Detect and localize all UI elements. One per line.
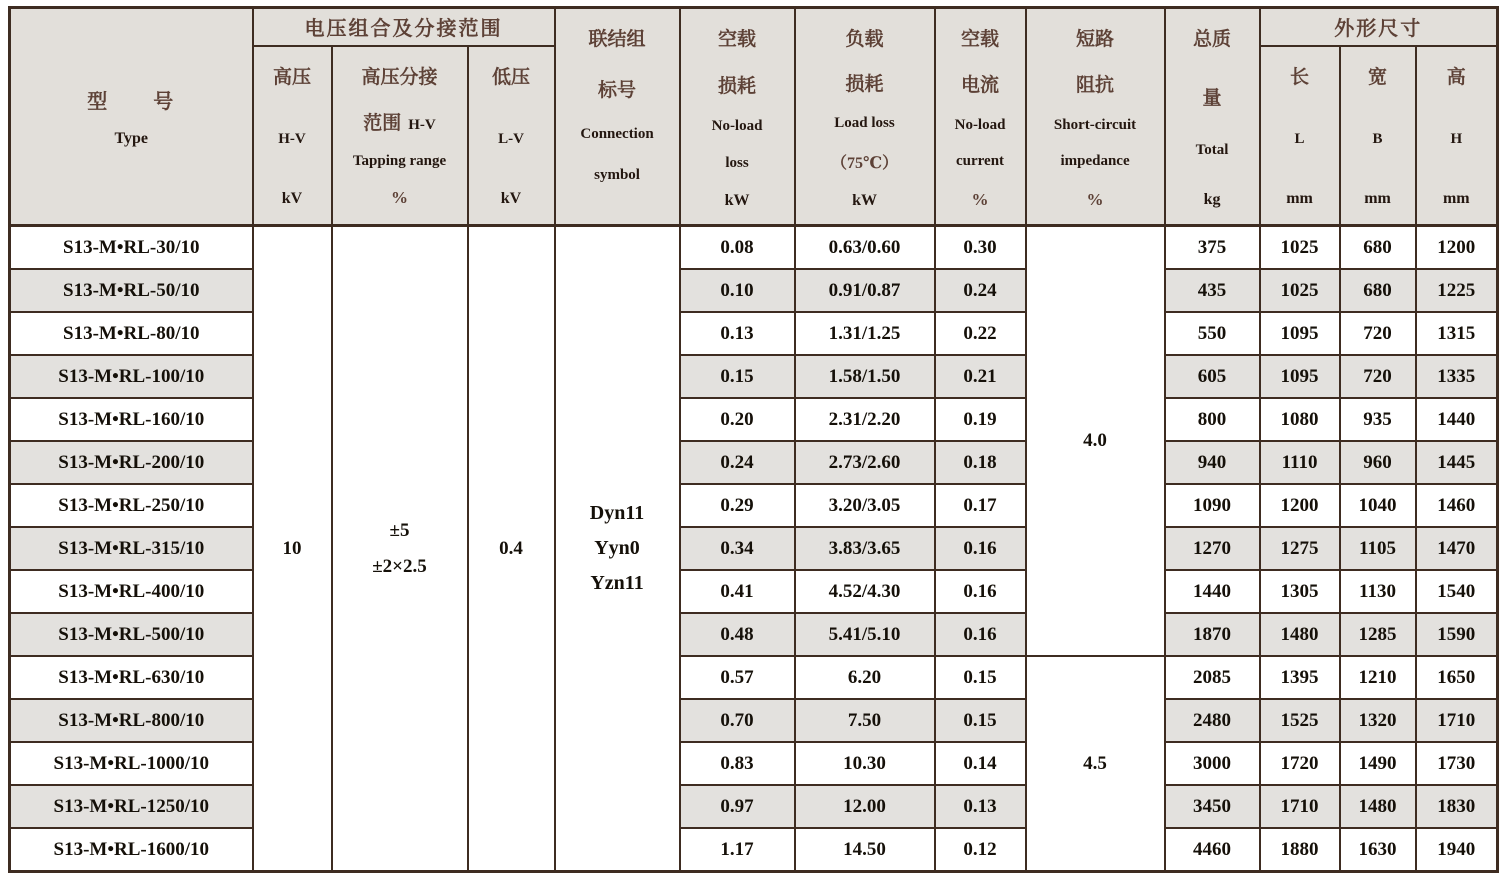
label-unit: kW [724,191,750,209]
voltage-group-label: 电压组合及分接范围 [304,18,503,41]
cell-load-loss: 0.91/0.87 [795,269,935,312]
cell-load-loss: 12.00 [795,785,935,828]
cell-width: 720 [1340,312,1416,355]
cell-no-load-loss: 0.20 [680,398,795,441]
cell-load-loss: 1.58/1.50 [795,355,935,398]
label-unit: kg [1203,191,1221,209]
cell-no-load-loss: 0.34 [680,527,795,570]
group-header-voltage [253,8,555,46]
label-unit: % [971,189,989,209]
tapping-value-2: ±2×2.5 [372,555,427,577]
cell-height: 1940 [1416,828,1498,872]
dimensions-group-label: 外形尺寸 [1334,18,1423,41]
connection-symbol-3: Yzn11 [590,572,644,594]
column-header-height [1416,46,1498,226]
label-zh: 空载 [718,28,757,50]
label-en: Connection [580,125,654,142]
cell-type: S13-M•RL-1250/10 [10,785,253,828]
cell-total: 1270 [1165,527,1260,570]
label-zh: 电流 [961,75,1000,96]
cell-impedance-merged-b: 4.5 [1026,656,1165,872]
column-header-load-loss [795,8,935,226]
cell-length: 1200 [1260,484,1340,527]
cell-load-loss: 3.20/3.05 [795,484,935,527]
cell-width: 1480 [1340,785,1416,828]
cell-length: 1080 [1260,398,1340,441]
cell-total: 3450 [1165,785,1260,828]
cell-no-load-loss: 0.15 [680,355,795,398]
cell-width: 1490 [1340,742,1416,785]
cell-no-load-current: 0.15 [935,656,1026,699]
cell-type: S13-M•RL-400/10 [10,570,253,613]
cell-no-load-current: 0.18 [935,441,1026,484]
cell-total: 435 [1165,269,1260,312]
table-row [10,441,1498,484]
cell-width: 1210 [1340,656,1416,699]
label-unit: mm [1442,190,1470,208]
cell-type: S13-M•RL-160/10 [10,398,253,441]
cell-no-load-current: 0.19 [935,398,1026,441]
cell-width: 960 [1340,441,1416,484]
cell-total: 605 [1165,355,1260,398]
cell-no-load-loss: 0.97 [680,785,795,828]
cell-width: 720 [1340,355,1416,398]
table-row [10,785,1498,828]
cell-load-loss: 2.73/2.60 [795,441,935,484]
cell-height: 1440 [1416,398,1498,441]
cell-length: 1275 [1260,527,1340,570]
cell-length: 1880 [1260,828,1340,872]
cell-type: S13-M•RL-200/10 [10,441,253,484]
cell-no-load-loss: 0.41 [680,570,795,613]
cell-no-load-loss: 0.70 [680,699,795,742]
cell-type: S13-M•RL-1000/10 [10,742,253,785]
cell-height: 1470 [1416,527,1498,570]
connection-symbol-1: Dyn11 [589,502,645,524]
connection-symbol-2: Yyn0 [594,537,640,559]
cell-no-load-current: 0.16 [935,527,1026,570]
cell-height: 1225 [1416,269,1498,312]
cell-no-load-loss: 0.08 [680,226,795,270]
column-header-hv [253,46,332,226]
cell-height: 1730 [1416,742,1498,785]
label-zh: 损耗 [718,75,757,97]
cell-hv-merged: 10 [253,226,332,872]
cell-impedance-merged-a: 4.0 [1026,226,1165,657]
cell-width: 680 [1340,226,1416,270]
column-header-tapping-range [332,46,468,226]
label-unit: kV [500,190,522,208]
cell-type: S13-M•RL-250/10 [10,484,253,527]
cell-no-load-current: 0.13 [935,785,1026,828]
table-row [10,226,1498,270]
cell-load-loss: 4.52/4.30 [795,570,935,613]
table-row [10,656,1498,699]
column-header-length [1260,46,1340,226]
label-zh: 高 [1446,67,1466,89]
cell-no-load-loss: 1.17 [680,828,795,872]
cell-length: 1095 [1260,312,1340,355]
cell-type: S13-M•RL-630/10 [10,656,253,699]
table-row [10,742,1498,785]
cell-length: 1525 [1260,699,1340,742]
cell-length: 1025 [1260,269,1340,312]
label-en: No-load [954,116,1006,133]
label-zh: 负载 [845,28,884,50]
label-en: H-V [278,131,306,148]
cell-total: 4460 [1165,828,1260,872]
cell-width: 1320 [1340,699,1416,742]
cell-type: S13-M•RL-800/10 [10,699,253,742]
cell-load-loss: 6.20 [795,656,935,699]
label-zh: 长 [1290,67,1310,89]
table-row [10,570,1498,613]
cell-no-load-loss: 0.83 [680,742,795,785]
label-en: impedance [1060,153,1130,169]
cell-length: 1395 [1260,656,1340,699]
cell-width: 1130 [1340,570,1416,613]
label-zh: 总质 [1193,28,1232,50]
cell-no-load-loss: 0.24 [680,441,795,484]
cell-length: 1095 [1260,355,1340,398]
cell-length: 1025 [1260,226,1340,270]
cell-total: 940 [1165,441,1260,484]
cell-load-loss: 2.31/2.20 [795,398,935,441]
label-temp: （75℃） [830,155,899,172]
type-label-en: Type [114,130,148,147]
label-en: Short-circuit [1053,116,1137,133]
cell-width: 935 [1340,398,1416,441]
column-header-width [1340,46,1416,226]
label-zh: 损耗 [845,74,884,95]
label-zh: 高压 [272,67,311,89]
label-zh: 空载 [961,28,1000,50]
table-row [10,269,1498,312]
table-row [10,484,1498,527]
cell-no-load-current: 0.12 [935,828,1026,872]
label-unit: % [391,188,408,208]
cell-height: 1540 [1416,570,1498,613]
column-header-no-load-loss [680,8,795,226]
cell-type: S13-M•RL-315/10 [10,527,253,570]
label-zh: 量 [1202,87,1222,109]
cell-load-loss: 3.83/3.65 [795,527,935,570]
cell-no-load-current: 0.24 [935,269,1026,312]
label-zh: 联结组 [588,28,646,50]
table-row [10,699,1498,742]
label-unit: kW [852,191,877,209]
cell-no-load-loss: 0.57 [680,656,795,699]
label-en: L-V [498,131,524,148]
cell-type: S13-M•RL-1600/10 [10,828,253,872]
cell-length: 1480 [1260,613,1340,656]
cell-total: 2480 [1165,699,1260,742]
label-unit: mm [1286,190,1313,208]
cell-no-load-loss: 0.13 [680,312,795,355]
label-unit: mm [1364,190,1391,208]
table-row [10,398,1498,441]
cell-lv-merged: 0.4 [468,226,555,872]
label-en: B [1372,131,1383,148]
cell-height: 1650 [1416,656,1498,699]
cell-width: 1105 [1340,527,1416,570]
label-unit: % [1086,189,1104,209]
header-group-row [10,8,1498,46]
label-en: H-V [408,116,436,133]
cell-type: S13-M•RL-30/10 [10,226,253,270]
cell-total: 550 [1165,312,1260,355]
cell-length: 1110 [1260,441,1340,484]
cell-type: S13-M•RL-100/10 [10,355,253,398]
label-zh: 短路 [1076,28,1115,50]
cell-height: 1200 [1416,226,1498,270]
label-en: H [1450,131,1463,148]
label-zh: 标号 [598,79,637,101]
column-header-total-mass [1165,8,1260,226]
cell-total: 1090 [1165,484,1260,527]
cell-total: 1440 [1165,570,1260,613]
cell-total: 2085 [1165,656,1260,699]
cell-no-load-current: 0.30 [935,226,1026,270]
cell-total: 1870 [1165,613,1260,656]
cell-no-load-current: 0.17 [935,484,1026,527]
column-header-type [10,8,253,226]
type-label-zh: 型 号 [87,91,176,113]
cell-height: 1710 [1416,699,1498,742]
cell-no-load-current: 0.16 [935,613,1026,656]
cell-width: 1630 [1340,828,1416,872]
cell-length: 1305 [1260,570,1340,613]
label-zh: 高压分接 [361,67,438,89]
label-zh: 阻抗 [1076,75,1115,96]
label-en: Tapping range [352,152,447,169]
column-header-no-load-current [935,8,1026,226]
cell-type: S13-M•RL-500/10 [10,613,253,656]
table-row [10,828,1498,872]
cell-height: 1590 [1416,613,1498,656]
column-header-connection [555,8,680,226]
column-header-impedance [1026,8,1165,226]
group-header-dimensions [1260,8,1498,46]
cell-load-loss: 10.30 [795,742,935,785]
label-en: Total [1195,142,1229,159]
label-zh: 低压 [492,67,531,89]
cell-width: 680 [1340,269,1416,312]
label-mixed [363,108,436,135]
label-en: current [956,153,1005,169]
cell-no-load-loss: 0.10 [680,269,795,312]
label-unit: kV [281,190,303,208]
cell-load-loss: 5.41/5.10 [795,613,935,656]
label-en: Load loss [834,114,895,131]
cell-no-load-current: 0.22 [935,312,1026,355]
cell-load-loss: 14.50 [795,828,935,872]
cell-height: 1460 [1416,484,1498,527]
cell-no-load-loss: 0.29 [680,484,795,527]
cell-total: 375 [1165,226,1260,270]
cell-height: 1830 [1416,785,1498,828]
cell-type: S13-M•RL-80/10 [10,312,253,355]
cell-height: 1445 [1416,441,1498,484]
cell-no-load-current: 0.15 [935,699,1026,742]
cell-type: S13-M•RL-50/10 [10,269,253,312]
cell-total: 3000 [1165,742,1260,785]
table-row [10,312,1498,355]
label-en: No-load [711,117,763,134]
cell-length: 1710 [1260,785,1340,828]
table-row [10,527,1498,570]
cell-height: 1335 [1416,355,1498,398]
cell-no-load-current: 0.16 [935,570,1026,613]
tapping-value-1: ±5 [389,519,410,541]
cell-height: 1315 [1416,312,1498,355]
transformer-spec-table [8,6,1499,873]
cell-width: 1285 [1340,613,1416,656]
cell-total: 800 [1165,398,1260,441]
cell-no-load-current: 0.21 [935,355,1026,398]
cell-no-load-loss: 0.48 [680,613,795,656]
label-en: L [1294,131,1305,148]
table-row [10,355,1498,398]
column-header-lv [468,46,555,226]
label-zh: 范围 [363,112,402,134]
label-en: loss [725,154,749,171]
cell-load-loss: 7.50 [795,699,935,742]
cell-connection-merged [555,226,680,872]
cell-no-load-current: 0.14 [935,742,1026,785]
cell-width: 1040 [1340,484,1416,527]
label-en: symbol [594,166,640,183]
cell-load-loss: 1.31/1.25 [795,312,935,355]
cell-load-loss: 0.63/0.60 [795,226,935,270]
label-zh: 宽 [1368,67,1388,89]
cell-length: 1720 [1260,742,1340,785]
table-row [10,613,1498,656]
cell-tapping-merged [332,226,468,872]
